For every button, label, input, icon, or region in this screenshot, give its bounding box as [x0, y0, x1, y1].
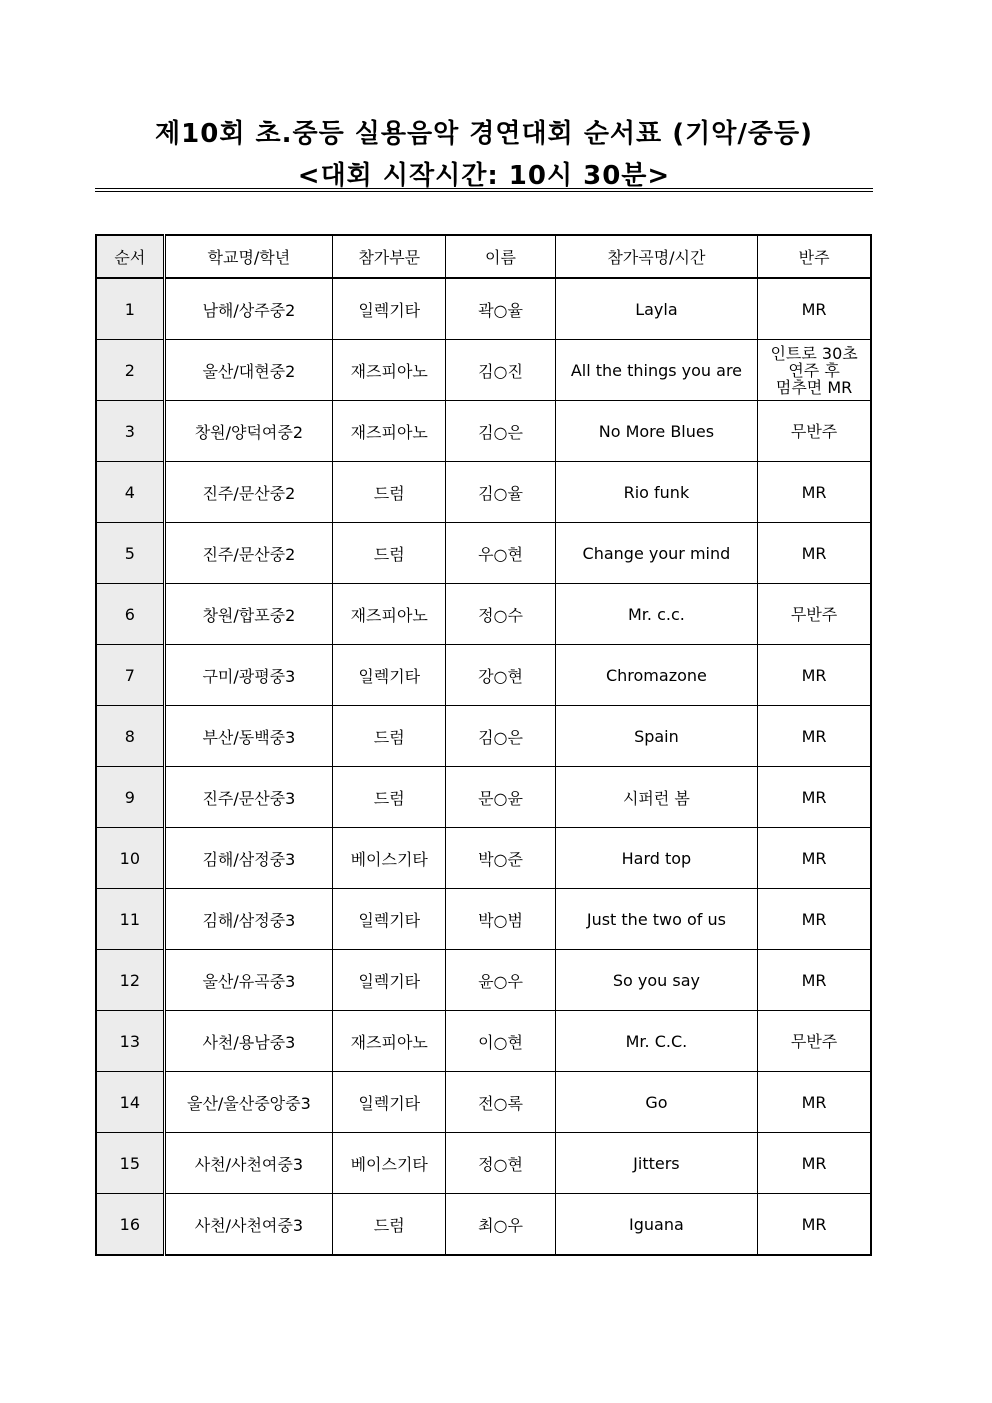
- cell-school: 사천/용남중3: [164, 1011, 332, 1072]
- cell-accompaniment: MR: [758, 767, 871, 828]
- cell-accompaniment: MR: [758, 1072, 871, 1133]
- accompaniment-line: 인트로 30초: [770, 343, 858, 363]
- cell-order: 3: [96, 401, 164, 462]
- cell-order: 2: [96, 340, 164, 401]
- cell-category: 일렉기타: [333, 950, 446, 1011]
- cell-category: 재즈피아노: [333, 584, 446, 645]
- cell-school: 진주/문산중2: [164, 462, 332, 523]
- cell-accompaniment: MR: [758, 889, 871, 950]
- cell-song: Change your mind: [555, 523, 758, 584]
- cell-accompaniment: MR: [758, 278, 871, 340]
- cell-accompaniment: MR: [758, 462, 871, 523]
- cell-order: 13: [96, 1011, 164, 1072]
- cell-school: 부산/동백중3: [164, 706, 332, 767]
- table-row: [96, 1194, 871, 1256]
- cell-category: 일렉기타: [333, 889, 446, 950]
- table-row: [96, 1011, 871, 1072]
- header-name: 이름: [446, 235, 555, 278]
- cell-category: 일렉기타: [333, 1072, 446, 1133]
- table-row: [96, 462, 871, 523]
- cell-song: Spain: [555, 706, 758, 767]
- cell-name: 전○록: [446, 1072, 555, 1133]
- cell-song: Iguana: [555, 1194, 758, 1256]
- cell-order: 15: [96, 1133, 164, 1194]
- cell-category: 베이스기타: [333, 1133, 446, 1194]
- performance-order-table: [95, 234, 872, 1256]
- cell-school: 김해/삼정중3: [164, 828, 332, 889]
- table-row: [96, 706, 871, 767]
- table-row: [96, 1072, 871, 1133]
- accompaniment-line: 연주 후: [788, 360, 840, 380]
- cell-school: 사천/사천여중3: [164, 1133, 332, 1194]
- cell-song: All the things you are: [555, 340, 758, 401]
- cell-name: 우○현: [446, 523, 555, 584]
- cell-order: 12: [96, 950, 164, 1011]
- cell-order: 9: [96, 767, 164, 828]
- cell-accompaniment: 무반주: [758, 584, 871, 645]
- cell-name: 정○수: [446, 584, 555, 645]
- cell-category: 드럼: [333, 523, 446, 584]
- cell-accompaniment: MR: [758, 523, 871, 584]
- cell-order: 10: [96, 828, 164, 889]
- table-row: [96, 767, 871, 828]
- cell-name: 김○율: [446, 462, 555, 523]
- table-row: [96, 645, 871, 706]
- cell-category: 드럼: [333, 767, 446, 828]
- cell-category: 일렉기타: [333, 645, 446, 706]
- cell-category: 재즈피아노: [333, 1011, 446, 1072]
- table-row: [96, 584, 871, 645]
- cell-school: 구미/광평중3: [164, 645, 332, 706]
- cell-school: 김해/삼정중3: [164, 889, 332, 950]
- cell-order: 1: [96, 278, 164, 340]
- cell-category: 재즈피아노: [333, 340, 446, 401]
- cell-name: 정○현: [446, 1133, 555, 1194]
- cell-category: 재즈피아노: [333, 401, 446, 462]
- cell-order: 5: [96, 523, 164, 584]
- cell-name: 박○준: [446, 828, 555, 889]
- cell-school: 창원/양덕여중2: [164, 401, 332, 462]
- cell-song: 시퍼런 봄: [555, 767, 758, 828]
- cell-school: 진주/문산중2: [164, 523, 332, 584]
- header-category: 참가부문: [333, 235, 446, 278]
- cell-school: 진주/문산중3: [164, 767, 332, 828]
- table-row: [96, 523, 871, 584]
- cell-order: 16: [96, 1194, 164, 1256]
- table-row: [96, 401, 871, 462]
- cell-accompaniment: MR: [758, 706, 871, 767]
- cell-name: 박○범: [446, 889, 555, 950]
- cell-category: 베이스기타: [333, 828, 446, 889]
- cell-school: 남해/상주중2: [164, 278, 332, 340]
- cell-name: 김○진: [446, 340, 555, 401]
- cell-school: 울산/유곡중3: [164, 950, 332, 1011]
- cell-name: 김○은: [446, 401, 555, 462]
- cell-order: 8: [96, 706, 164, 767]
- cell-category: 일렉기타: [333, 278, 446, 340]
- cell-category: 드럼: [333, 706, 446, 767]
- accompaniment-line: 멈추면 MR: [775, 377, 853, 397]
- cell-category: 드럼: [333, 1194, 446, 1256]
- cell-school: 사천/사천여중3: [164, 1194, 332, 1256]
- cell-song: Chromazone: [555, 645, 758, 706]
- cell-name: 최○우: [446, 1194, 555, 1256]
- cell-accompaniment: 무반주: [758, 1011, 871, 1072]
- title-line-1: 제10회 초.중등 실용음악 경연대회 순서표 (기악/중등): [155, 119, 813, 149]
- cell-accompaniment: MR: [758, 645, 871, 706]
- cell-name: 김○은: [446, 706, 555, 767]
- cell-name: 윤○우: [446, 950, 555, 1011]
- cell-order: 4: [96, 462, 164, 523]
- cell-song: Mr. C.C.: [555, 1011, 758, 1072]
- table-row: [96, 340, 871, 401]
- cell-name: 강○현: [446, 645, 555, 706]
- cell-song: Hard top: [555, 828, 758, 889]
- cell-song: Mr. c.c.: [555, 584, 758, 645]
- header-school: 학교명/학년: [164, 235, 332, 278]
- cell-accompaniment: MR: [758, 1194, 871, 1256]
- table-row: [96, 1133, 871, 1194]
- cell-school: 창원/합포중2: [164, 584, 332, 645]
- table-row: [96, 889, 871, 950]
- cell-song: So you say: [555, 950, 758, 1011]
- cell-accompaniment: MR: [758, 950, 871, 1011]
- cell-order: 14: [96, 1072, 164, 1133]
- cell-song: Rio funk: [555, 462, 758, 523]
- cell-accompaniment: 무반주: [758, 401, 871, 462]
- title-line-2: <대회 시작시간: 10시 30분>: [297, 161, 671, 191]
- table-header-row: [96, 235, 871, 278]
- cell-school: 울산/대현중2: [164, 340, 332, 401]
- table-row: [96, 950, 871, 1011]
- cell-name: 이○현: [446, 1011, 555, 1072]
- cell-song: No More Blues: [555, 401, 758, 462]
- cell-name: 문○윤: [446, 767, 555, 828]
- cell-song: Go: [555, 1072, 758, 1133]
- cell-order: 7: [96, 645, 164, 706]
- cell-category: 드럼: [333, 462, 446, 523]
- cell-name: 곽○율: [446, 278, 555, 340]
- cell-accompaniment: MR: [758, 1133, 871, 1194]
- cell-song: Just the two of us: [555, 889, 758, 950]
- cell-accompaniment: MR: [758, 828, 871, 889]
- cell-song: Layla: [555, 278, 758, 340]
- title-underline: [95, 188, 873, 189]
- cell-order: 6: [96, 584, 164, 645]
- table-row: [96, 278, 871, 340]
- header-song: 참가곡명/시간: [555, 235, 758, 278]
- table-row: [96, 828, 871, 889]
- title-underline-double: [95, 191, 873, 192]
- document-title: [95, 113, 873, 197]
- cell-accompaniment: [758, 340, 871, 401]
- header-order: 순서: [96, 235, 164, 278]
- header-accompaniment: 반주: [758, 235, 871, 278]
- cell-school: 울산/울산중앙중3: [164, 1072, 332, 1133]
- cell-order: 11: [96, 889, 164, 950]
- cell-song: Jitters: [555, 1133, 758, 1194]
